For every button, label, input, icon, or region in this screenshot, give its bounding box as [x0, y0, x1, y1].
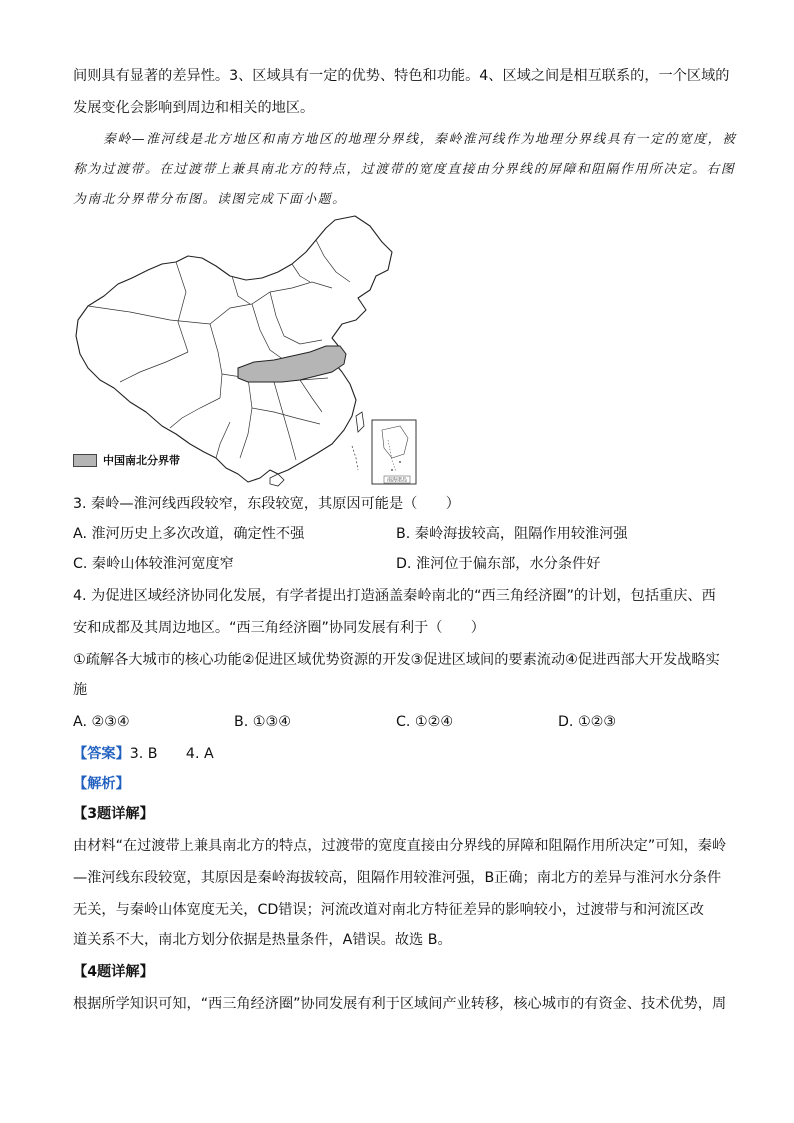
answer-label: 【答案】 — [73, 746, 130, 762]
q3-option-a: A. 淮河历史上多次改道，确定性不强 — [73, 526, 305, 542]
answer-text: 3. B 4. A — [129, 746, 214, 762]
intro-line: 秦岭—淮河线是北方地区和南方地区的地理分界线，秦岭淮河线作为地理分界线具有一定的宽度，被 — [103, 132, 737, 147]
q4-option-b: B. ①③④ — [234, 714, 291, 730]
legend-swatch — [73, 454, 97, 467]
body-line: 发展变化会影响到周边和相关的地区。 — [73, 100, 315, 116]
answer-row — [73, 744, 734, 764]
q3-detail-line: 无关，与秦岭山体宽度无关，CD错误；河流改道对南北方特征差异的影响较小，过渡带与和河流区改 — [73, 902, 704, 918]
q3-option-c: C. 秦岭山体较淮河宽度窄 — [73, 556, 234, 572]
inset-label: 南海诸岛 — [386, 477, 408, 484]
q3-stem: 3. 秦岭—淮河线西段较窄，东段较宽，其原因可能是（ ） — [73, 496, 460, 512]
q4-detail-line: 根据所学知识可知，“西三角经济圈”协同发展有利于区域间产业转移，核心城市的有资金、技术优势，周 — [73, 996, 727, 1012]
legend-label: 中国南北分界带 — [103, 454, 180, 467]
south-sea-inset — [372, 420, 416, 484]
q3-option-b: B. 秦岭海拔较高，阻隔作用较淮河强 — [396, 526, 628, 542]
q4-stem-line: 安和成都及其周边地区。“西三角经济圈”协同发展有利于（ ） — [73, 620, 485, 636]
china-map-figure — [70, 212, 420, 487]
q3-detail-line: —淮河线东段较宽，其原因是秦岭海拔较高，阻隔作用较淮河强，B正确；南北方的差异与淮河水分条件 — [73, 870, 722, 886]
taiwan-island — [356, 412, 364, 432]
intro-line: 为南北分界带分布图。读图完成下面小题。 — [73, 192, 347, 207]
china-outline — [76, 216, 392, 482]
q4-option-c: C. ①②④ — [396, 714, 454, 730]
hainan-island — [270, 474, 284, 486]
q4-option-a: A. ②③④ — [73, 714, 130, 730]
q3-detail-line: 道关系不大，南北方划分依据是热量条件，A错误。故选 B。 — [73, 932, 452, 948]
map-legend — [73, 452, 180, 468]
intro-line: 称为过渡带。在过渡带上兼具南北方的特点，过渡带的宽度直接由分界线的屏障和阻隔作用所决定。右图 — [73, 162, 736, 177]
q4-stem-line: ①疏解各大城市的核心功能②促进区域优势资源的开发③促进区域间的要素流动④促进西部大开发战略实 — [73, 652, 720, 668]
q3-option-d: D. 淮河位于偏东部，水分条件好 — [396, 556, 601, 572]
q4-option-d: D. ①②③ — [558, 714, 617, 730]
q4-stem-line: 施 — [73, 682, 88, 698]
q4-stem-line: 4. 为促进区域经济协同化发展，有学者提出打造涵盖秦岭南北的“西三角经济圈”的计划，包括重庆、西 — [73, 588, 716, 604]
china-map-svg — [70, 212, 420, 487]
q3-detail-header: 【3题详解】 — [73, 806, 154, 822]
analysis-label: 【解析】 — [73, 776, 130, 792]
q3-detail-line: 由材料“在过渡带上兼具南北方的特点，过渡带的宽度直接由分界线的屏障和阻隔作用所决定”可知，秦岭 — [73, 838, 727, 854]
q4-detail-header: 【4题详解】 — [73, 964, 154, 980]
body-line: 间则具有显著的差异性。3、区域具有一定的优势、特色和功能。4、区域之间是相互联系的，一个区域的 — [73, 68, 730, 84]
